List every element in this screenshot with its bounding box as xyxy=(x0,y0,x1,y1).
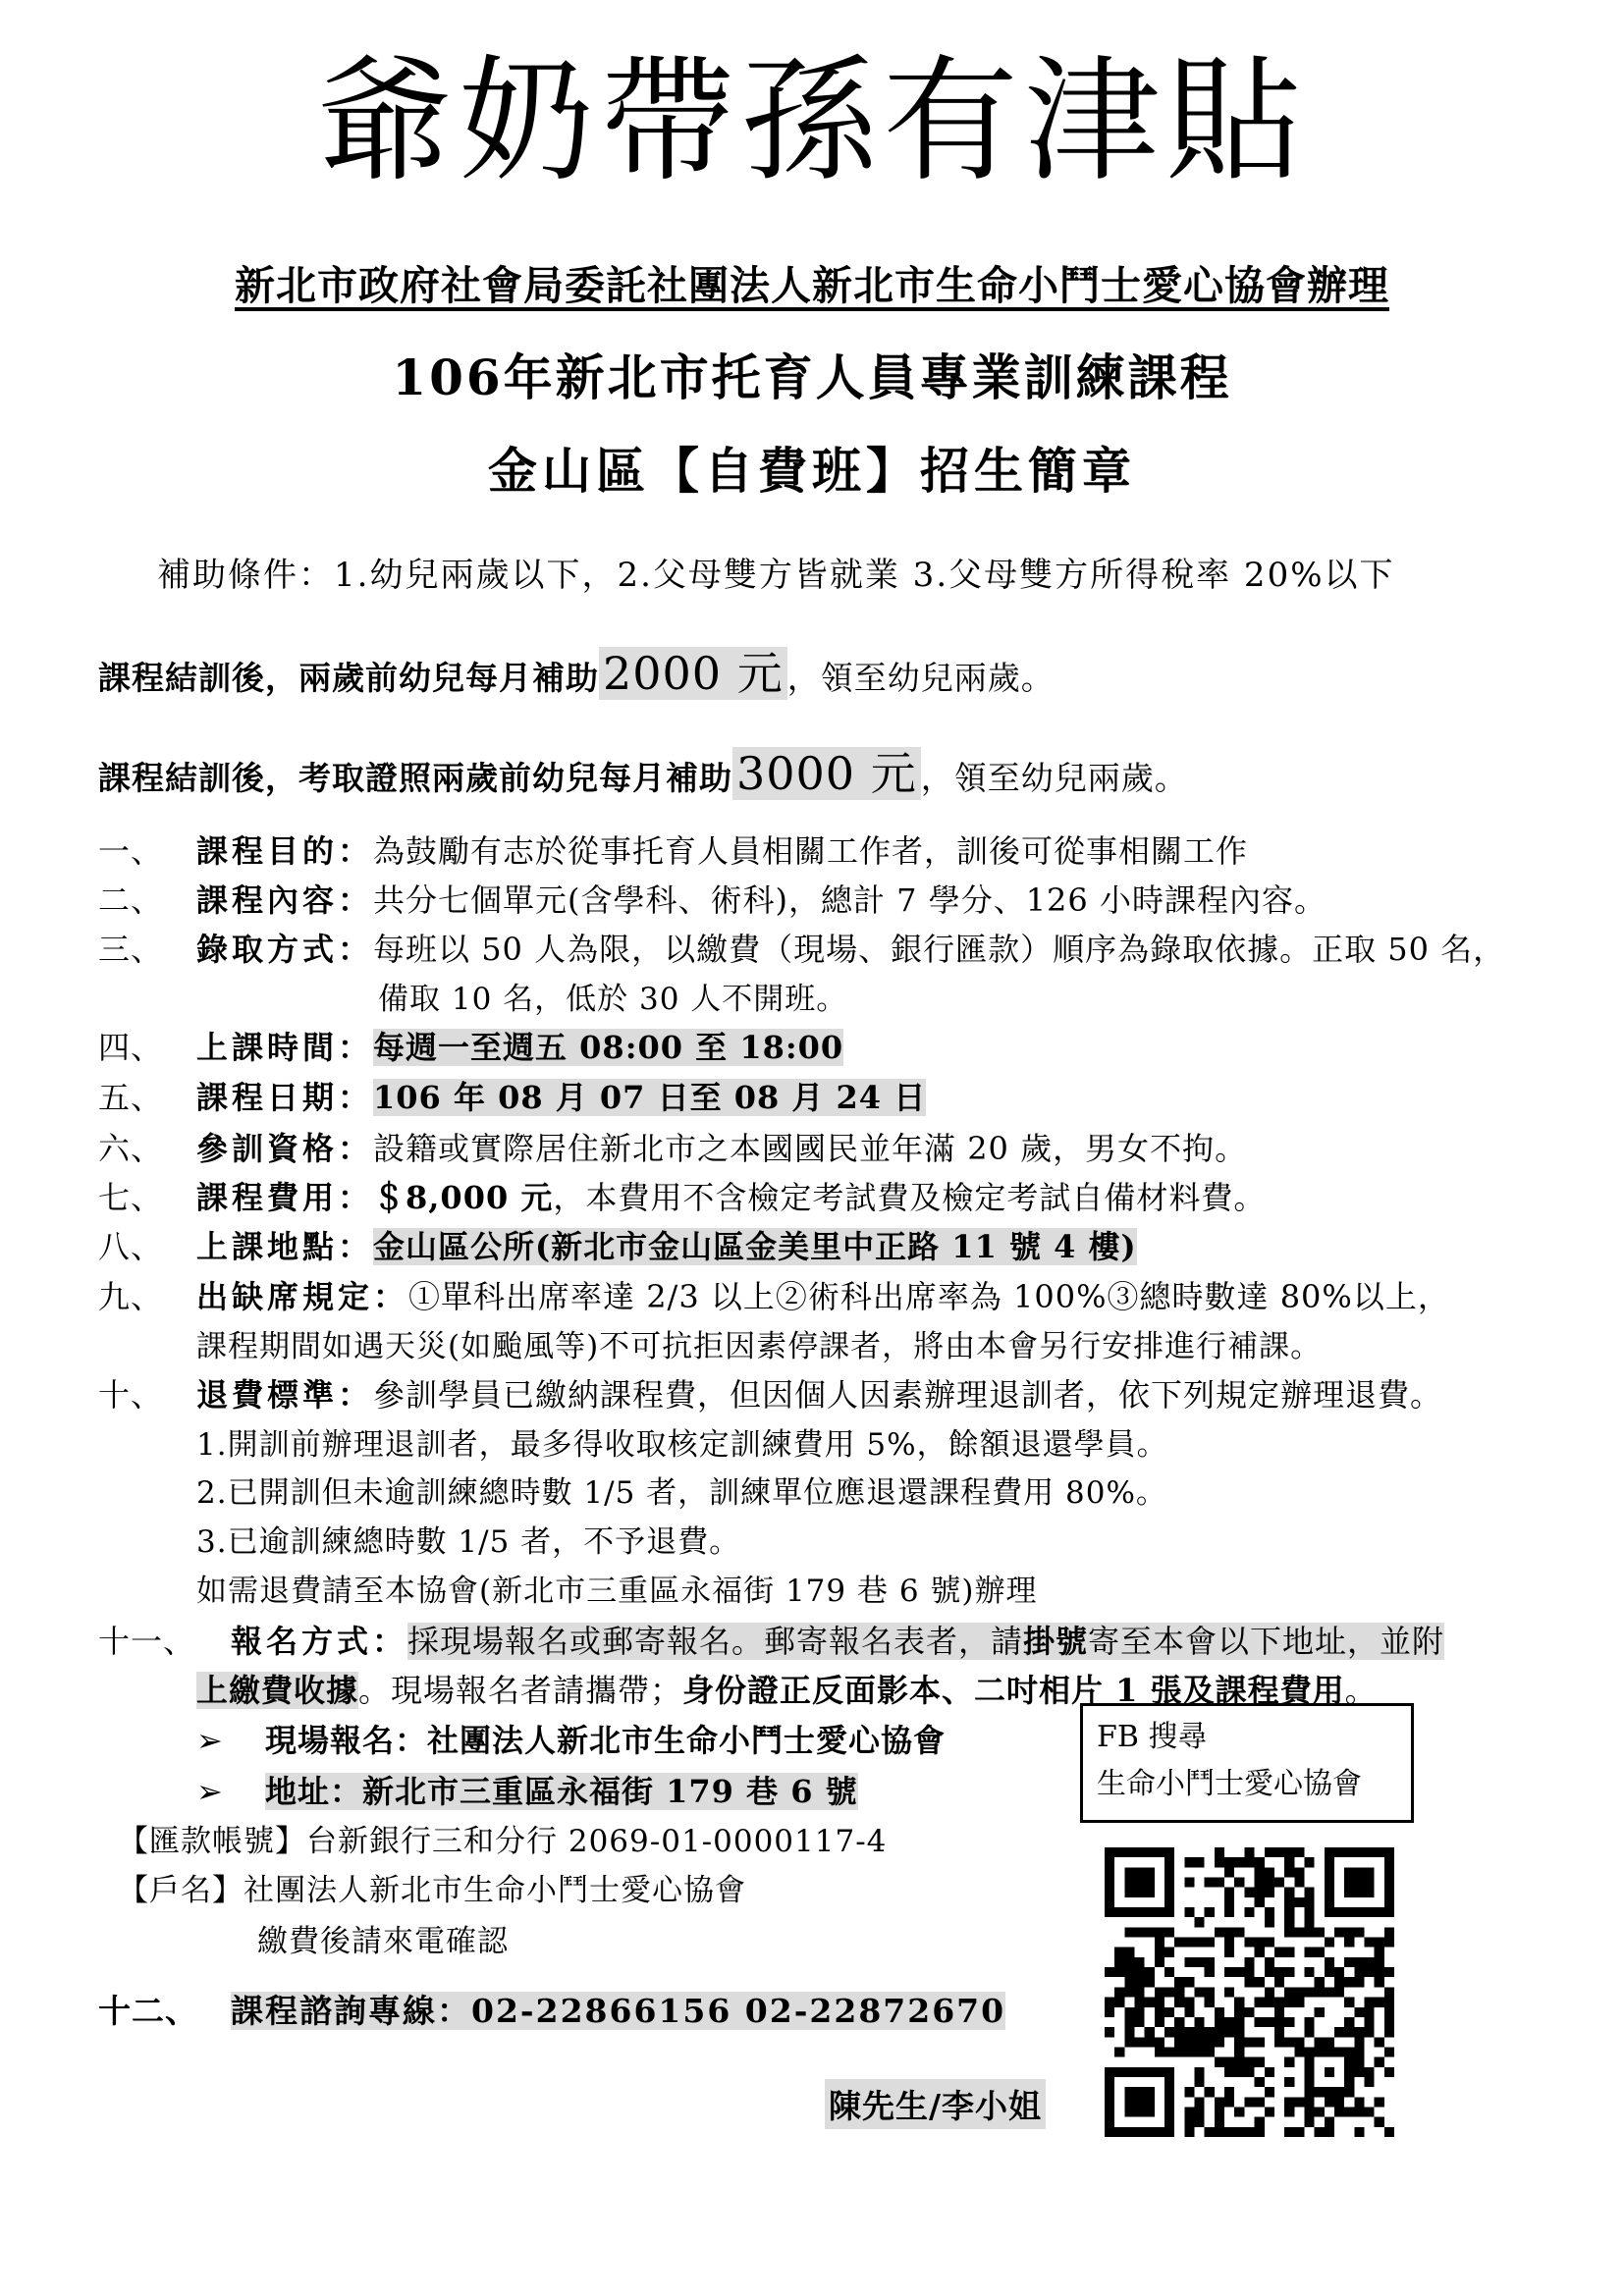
item-label: 出缺席規定： xyxy=(196,1278,409,1315)
onsite-text: 。現場報名者請攜帶； xyxy=(358,1672,683,1709)
period: 。 xyxy=(1344,1672,1378,1709)
item-admission xyxy=(98,925,1505,970)
required-docs: 身份證正反面影本、二吋相片 1 張及課程費用 xyxy=(682,1672,1345,1709)
qr-code-icon[interactable] xyxy=(1105,1847,1394,2137)
item-number: 二、 xyxy=(98,881,164,919)
fb-label: FB 搜尋 xyxy=(1097,1720,1208,1754)
item-label: 退費標準： xyxy=(196,1376,374,1414)
item-location xyxy=(98,1222,1137,1267)
item-number: 九、 xyxy=(98,1278,164,1315)
subsidy-suffix: ，領至幼兒兩歲。 xyxy=(786,659,1055,697)
item-number: 十一、 xyxy=(98,1623,196,1660)
subsidy-conditions: 補助條件：1.幼兒兩歲以下，2.父母雙方皆就業 3.父母雙方所得稅率 20%以下 xyxy=(157,556,1395,595)
subsidy-amount: 3000 元 xyxy=(732,747,921,800)
item-label: 錄取方式： xyxy=(196,931,374,968)
item-label: 課程目的： xyxy=(196,832,374,870)
item-label: 課程費用： xyxy=(196,1179,374,1216)
item-text: 金山區公所(新北市金山區金美里中正路 11 號 4 樓) xyxy=(373,1228,1137,1265)
bank-account: 【匯款帳號】台新銀行三和分行 2069-01-0000117-4 xyxy=(118,1824,888,1859)
refund-rule-1: 1.開訓前辦理退訓者，最多得收取核定訓練費用 5%，餘額退還學員。 xyxy=(196,1427,1168,1463)
page-title: 爺奶帶孫有津貼 xyxy=(316,42,1307,200)
receipt-text: 上繳費收據 xyxy=(196,1672,359,1709)
item-eligibility xyxy=(98,1124,1247,1169)
item-label: 課程內容： xyxy=(196,881,374,919)
subsidy-prefix: 課程結訓後，兩歲前幼兒每月補助 xyxy=(98,659,599,697)
item-text: 共分七個單元(含學科、術科)，總計 7 學分、126 小時課程內容。 xyxy=(373,881,1326,919)
item-hotline xyxy=(98,1986,1005,2032)
item-text: 為鼓勵有志於從事托育人員相關工作者，訓後可從事相關工作 xyxy=(373,832,1249,870)
subsidy-prefix: 課程結訓後，考取證照兩歲前幼兒每月補助 xyxy=(98,759,732,797)
bullet-text: 現場報名：社團法人新北市生命小鬥士愛心協會 xyxy=(265,1722,947,1759)
item-number: 四、 xyxy=(98,1029,164,1066)
item-number: 五、 xyxy=(98,1079,164,1116)
item-text-a: 採現場報名或郵寄報名。郵寄報名表者，請 xyxy=(407,1623,1024,1660)
item-refund xyxy=(98,1370,1442,1415)
refund-rule-3: 3.已逾訓練總時數 1/5 者，不予退費。 xyxy=(196,1524,741,1560)
fee-amount: ＄8,000 元 xyxy=(373,1179,554,1216)
item-number: 一、 xyxy=(98,832,164,870)
item-number: 三、 xyxy=(98,931,164,968)
item-text: 每週一至週五 08:00 至 18:00 xyxy=(373,1029,844,1066)
arrow-bullet-icon: ➢ xyxy=(196,1722,224,1759)
item-registration xyxy=(98,1617,1444,1662)
item-content xyxy=(98,876,1326,921)
item-number: 七、 xyxy=(98,1179,164,1216)
item-label: 參訓資格： xyxy=(196,1130,374,1167)
item-number: 八、 xyxy=(98,1228,164,1265)
registered-mail: 掛號 xyxy=(1023,1623,1089,1660)
confirm-note: 繳費後請來電確認 xyxy=(257,1924,509,1959)
course-name: 106年新北市托育人員專業訓練課程 xyxy=(392,348,1232,406)
item-text: 設籍或實際居住新北市之本國國民並年滿 20 歲，男女不拘。 xyxy=(373,1130,1248,1167)
item-course-date xyxy=(98,1073,926,1118)
item-admission-cont: 備取 10 名，低於 30 人不開班。 xyxy=(378,982,848,1017)
fb-search-box xyxy=(1080,1703,1414,1823)
item-text: ①單科出席率達 2/3 以上②術科出席率為 100%③總時數達 80%以上， xyxy=(408,1278,1450,1315)
item-label: 課程日期： xyxy=(196,1079,374,1116)
account-holder: 【戶名】社團法人新北市生命小鬥士愛心協會 xyxy=(118,1873,746,1908)
item-label: 上課地點： xyxy=(196,1228,374,1265)
item-text: 參訓學員已繳納課程費，但因個人因素辦理退訓者，依下列規定辦理退費。 xyxy=(373,1376,1443,1414)
subsidy-line-2 xyxy=(98,738,1188,803)
subsidy-amount: 2000 元 xyxy=(599,647,787,700)
item-number: 十二、 xyxy=(98,1992,198,2030)
item-label: 報名方式： xyxy=(231,1623,408,1660)
organizer-line: 新北市政府社會局委託社團法人新北市生命小鬥士愛心協會辦理 xyxy=(235,262,1389,309)
item-text: 106 年 08 月 07 日至 08 月 24 日 xyxy=(373,1079,927,1116)
item-number: 六、 xyxy=(98,1130,164,1167)
subsidy-line-1 xyxy=(98,638,1055,703)
item-class-time xyxy=(98,1023,843,1068)
item-label: 上課時間： xyxy=(196,1029,374,1066)
item-text: 每班以 50 人為限，以繳費（現場、銀行匯款）順序為錄取依據。正取 50 名， xyxy=(373,931,1506,968)
item-fee xyxy=(98,1173,1266,1218)
item-number: 十、 xyxy=(98,1376,164,1414)
refund-rule-2: 2.已開訓但未逾訓練總時數 1/5 者，訓練單位應退還課程費用 80%。 xyxy=(196,1475,1167,1511)
subsidy-suffix: ，領至幼兒兩歲。 xyxy=(920,759,1188,797)
item-attendance xyxy=(98,1272,1450,1317)
contact-persons: 陳先生/李小姐 xyxy=(825,2079,1046,2129)
refund-note: 如需退費請至本協會(新北市三重區永福街 179 巷 6 號)辦理 xyxy=(196,1574,1038,1609)
item-attendance-cont: 課程期間如遇天災(如颱風等)不可抗拒因素停課者，將由本會另行安排進行補課。 xyxy=(196,1329,1323,1364)
item-purpose xyxy=(98,827,1248,872)
item-text: ，本費用不含檢定考試費及檢定考試自備材料費。 xyxy=(553,1179,1267,1216)
bullet-onsite xyxy=(196,1716,946,1761)
item-text-c: 寄至本會以下地址，並附 xyxy=(1088,1623,1445,1660)
hotline-text: 課程諮詢專線：02-22866156 02-22872670 xyxy=(231,1992,1006,2030)
bullet-text: 地址：新北市三重區永福街 179 巷 6 號 xyxy=(265,1773,858,1810)
brochure-title: 金山區【自費班】招生簡章 xyxy=(488,442,1136,500)
arrow-bullet-icon: ➢ xyxy=(196,1773,224,1810)
fb-page-name: 生命小鬥士愛心協會 xyxy=(1097,1767,1362,1801)
bullet-address xyxy=(196,1767,858,1812)
